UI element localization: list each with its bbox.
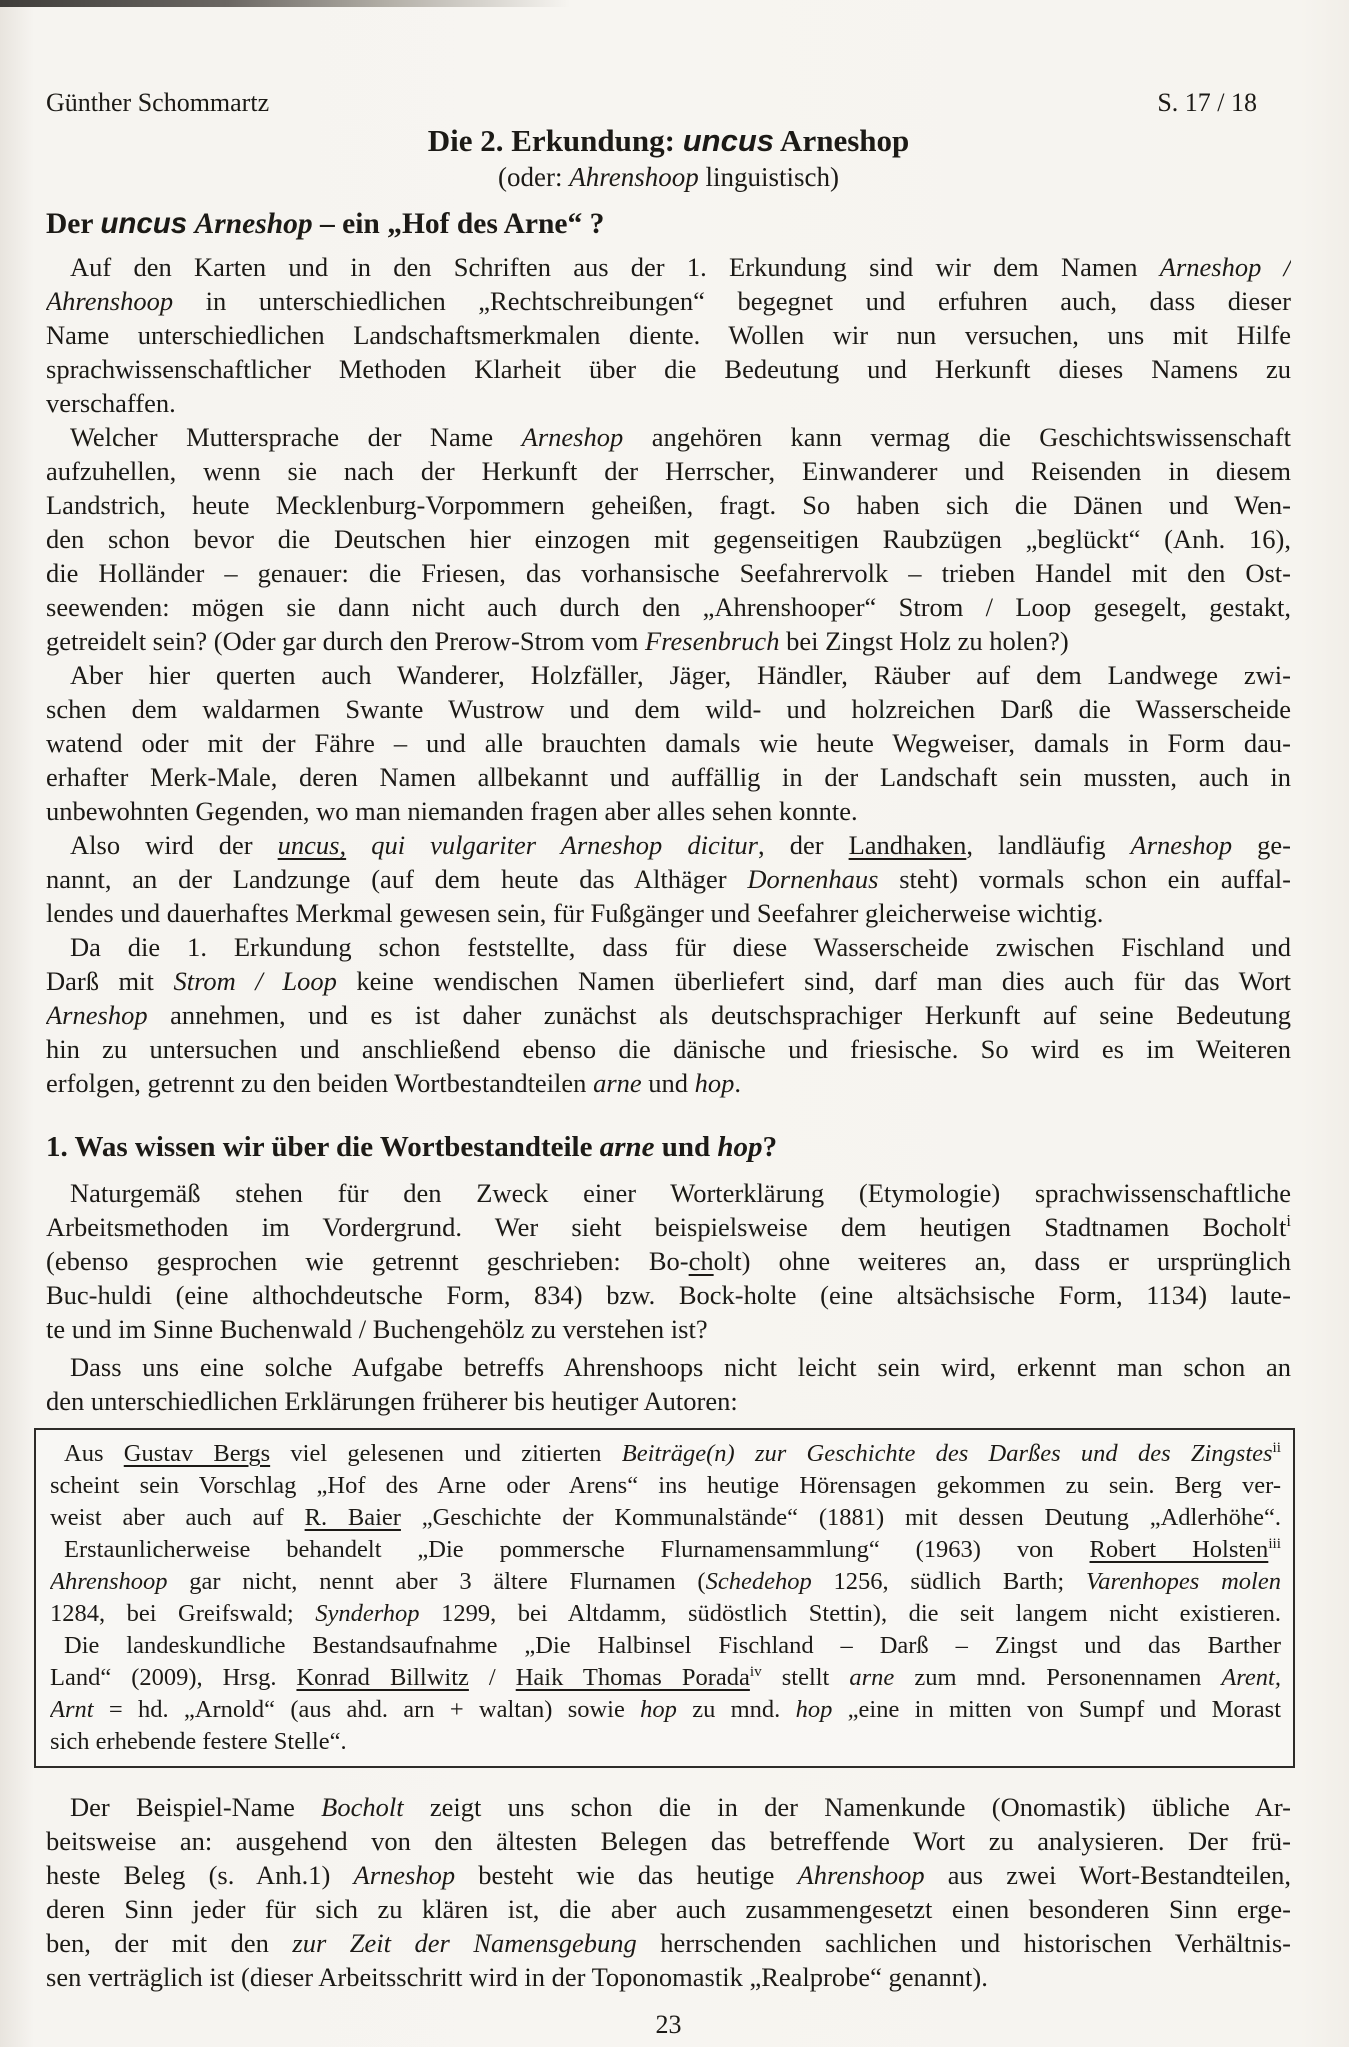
text-line: Da die 1. Erkundung schon feststellte, dass für diese Wasserscheide zwischen Fischland und xyxy=(70,932,1291,962)
text-line: verschaffen. xyxy=(46,388,176,418)
text-line: weist aber auch auf R. Baier „Geschichte der Kommunalstände“ (1881) mit dessen Deutung „Adlerhöhe“. xyxy=(50,1504,1281,1531)
text-line: Name unterschiedlichen Landschaftsmerkmalen diente. Wollen wir nun versuchen, uns mit Hilfe xyxy=(46,320,1291,350)
text-line: Arneshop annehmen, und es ist daher zunächst als deutschsprachiger Herkunft auf seine Bedeutung xyxy=(46,1000,1291,1030)
paragraph-aufgabe-autoren xyxy=(46,1350,1291,1418)
text-line: nannt, an der Landzunge (auf dem heute das Althäger Dornenhaus steht) vormals schon ein auffal- xyxy=(46,864,1291,894)
paragraph-erste-erkundung xyxy=(46,930,1291,1100)
text-line: erfolgen, getrennt zu den beiden Wortbestandteilen arne und hop. xyxy=(46,1068,742,1098)
text-line: Arbeitsmethoden im Vordergrund. Wer sieht beispielsweise dem heutigen Stadtnamen Bocholt$^i$ xyxy=(46,1211,1291,1242)
text-line: Landstrich, heute Mecklenburg-Vorpommern geheißen, fragt. So haben sich die Dänen und Wen- xyxy=(46,490,1291,520)
text-line: sen verträglich ist (dieser Arbeitsschritt wird in der Toponomastik „Realprobe“ genannt). xyxy=(46,1962,988,1992)
text-line: sprachwissenschaftlicher Methoden Klarheit über die Bedeutung und Herkunft dieses Namens zu xyxy=(46,354,1291,384)
text-line: die Holländer – genauer: die Friesen, das vorhansische Seefahrervolk – trieben Handel mit den Ost- xyxy=(46,558,1291,588)
text-line: lendes und dauerhaftes Merkmal gewesen sein, für Fußgänger und Seefahrer gleicherweise wichtig. xyxy=(46,898,1104,928)
text-line: erhafter Merk-Male, deren Namen allbekannt und auffällig in der Landschaft sein mussten, auch in xyxy=(46,762,1291,792)
author-name: Günther Schommartz xyxy=(46,88,270,117)
text-line: scheint sein Vorschlag „Hof des Arne oder Arens“ ins heutige Hörensagen gekommen zu sein. Berg ver- xyxy=(50,1472,1281,1499)
text-line: Ahrenshoop gar nicht, nennt aber 3 ältere Flurnamen (Schedehop 1256, südlich Barth; Varenhopes molen xyxy=(50,1568,1281,1595)
text-line: seewenden: mögen sie dann nicht auch durch den „Ahrenshooper“ Strom / Loop gesegelt, gestakt, xyxy=(46,592,1291,622)
section-heading-uncus-arneshop xyxy=(46,204,1291,244)
text-line: den unterschiedlichen Erklärungen früherer bis heutiger Autoren: xyxy=(46,1386,738,1416)
page-number: 23 xyxy=(655,2010,682,2039)
text-line: Die 2. Erkundung: uncus Arneshop xyxy=(427,123,910,158)
text-line: beitsweise an: ausgehend von den ältesten Belegen das betreffende Wort zu analysieren. Der frü- xyxy=(46,1826,1291,1856)
text-line: Auf den Karten und in den Schriften aus der 1. Erkundung sind wir dem Namen Arneshop / xyxy=(70,252,1291,282)
text-line: Naturgemäß stehen für den Zweck einer Worterklärung (Etymologie) sprachwissenschaftliche xyxy=(70,1178,1291,1208)
text-line: Ahrenshoop in unterschiedlichen „Rechtschreibungen“ begegnet und erfuhren auch, dass dieser xyxy=(46,286,1291,316)
text-line: deren Sinn jeder für sich zu klären ist, die aber auch zusammengesetzt einen besonderen Sinn erge- xyxy=(46,1894,1291,1924)
text-line: watend oder mit der Fähre – und alle brauchten damals wie heute Wegweiser, damals in Form dau- xyxy=(46,728,1291,758)
paragraph-muttersprache xyxy=(46,420,1291,658)
paragraph-naturgemaess-etymologie xyxy=(46,1176,1291,1346)
cited-authors-box xyxy=(34,1428,1295,1768)
paragraph-karten-schriften xyxy=(46,250,1291,420)
text-line: heste Beleg (s. Anh.1) Arneshop besteht wie das heutige Ahrenshoop aus zwei Wort-Bestandteilen, xyxy=(46,1860,1291,1890)
text-line: getreidelt sein? (Oder gar durch den Prerow-Strom vom Fresenbruch bei Zingst Holz zu holen?) xyxy=(46,626,1069,656)
text-line: te und im Sinne Buchenwald / Buchengehölz zu verstehen ist? xyxy=(46,1314,708,1344)
text-line: ben, der mit den zur Zeit der Namensgebung herrschenden sachlichen und historischen Verhältnis- xyxy=(46,1928,1291,1958)
scan-edge-artifact xyxy=(0,0,570,7)
text-line: schen dem waldarmen Swante Wustrow und dem wild- und holzreichen Darß die Wasserscheide xyxy=(46,694,1291,724)
text-line: Arnt = hd. „Arnold“ (aus ahd. arn + waltan) sowie hop zu mnd. hop „eine in mitten von Sumpf und Morast xyxy=(50,1696,1281,1723)
page-reference: S. 17 / 18 xyxy=(1157,88,1257,117)
paragraph-wanderer-wasserscheide xyxy=(46,658,1291,828)
text-line: Land“ (2009), Hrsg. Konrad Billwitz / Haik Thomas Porada$^{iv}$ stellt arne zum mnd. Personennamen Arent, xyxy=(50,1662,1281,1691)
text-line: Welcher Muttersprache der Name Arneshop angehören kann vermag die Geschichtswissenschaft xyxy=(70,422,1291,452)
text-line: Der Beispiel-Name Bocholt zeigt uns schon die in der Namenkunde (Onomastik) übliche Ar- xyxy=(70,1792,1291,1822)
text-line: Die landeskundliche Bestandsaufnahme „Die Halbinsel Fischland – Darß – Zingst und das Barther xyxy=(64,1632,1281,1659)
paragraph-uncus-landhaken xyxy=(46,828,1291,930)
document-header xyxy=(46,88,1291,118)
text-line: (ebenso gesprochen wie getrennt geschrieben: Bo-cholt) ohne weiteres an, dass er ursprünglich xyxy=(46,1246,1291,1276)
section-heading-wortbestandteile xyxy=(46,1128,1291,1166)
text-line: Dass uns eine solche Aufgabe betreffs Ahrenshoops nicht leicht sein wird, erkennt man schon an xyxy=(70,1352,1291,1382)
text-line: hin zu untersuchen und anschließend ebenso die dänische und friesische. So wird es im Weiteren xyxy=(46,1034,1291,1064)
text-line: 1. Was wissen wir über die Wortbestandteile arne und hop? xyxy=(46,1131,778,1163)
text-line: Aus Gustav Bergs viel gelesenen und zitierten Beiträge(n) zur Geschichte des Darßes und des Zingstes$^{ii}$ xyxy=(64,1438,1281,1467)
text-line: Aber hier querten auch Wanderer, Holzfäller, Jäger, Händler, Räuber auf dem Landwege zwi- xyxy=(70,660,1291,690)
text-line: Also wird der uncus, qui vulgariter Arneshop dicitur, der Landhaken, landläufig Arneshop ge- xyxy=(70,830,1291,860)
text-line: Der uncus Arneshop – ein „Hof des Arne“ ? xyxy=(46,207,605,240)
document-title xyxy=(46,122,1291,160)
text-line: unbewohnten Gegenden, wo man niemanden fragen aber alles sehen konnte. xyxy=(46,796,858,826)
text-line: 1284, bei Greifswald; Synderhop 1299, bei Altdamm, südöstlich Stettin), die seit langem nicht existieren. xyxy=(50,1600,1281,1627)
paragraph-beispielname-bocholt xyxy=(46,1790,1291,1994)
text-line: sich erhebende festere Stelle“. xyxy=(50,1728,347,1755)
text-line: (oder: Ahrenshoop linguistisch) xyxy=(498,162,839,192)
text-line: aufzuhellen, wenn sie nach der Herkunft der Herrscher, Einwanderer und Reisenden in diesem xyxy=(46,456,1291,486)
text-line: Darß mit Strom / Loop keine wendischen Namen überliefert sind, darf man dies auch für das Wort xyxy=(46,966,1291,996)
document-subtitle xyxy=(46,160,1291,194)
text-line: den schon bevor die Deutschen hier einzogen mit gegenseitigen Raubzügen „beglückt“ (Anh. 16), xyxy=(46,524,1291,554)
text-line: Buc-huldi (eine althochdeutsche Form, 834) bzw. Bock-holte (eine altsächsische Form, 1134) laute- xyxy=(46,1280,1291,1310)
text-line: Erstaunlicherweise behandelt „Die pommersche Flurnamensammlung“ (1963) von Robert Holsten$^{iii}$ xyxy=(64,1534,1281,1563)
